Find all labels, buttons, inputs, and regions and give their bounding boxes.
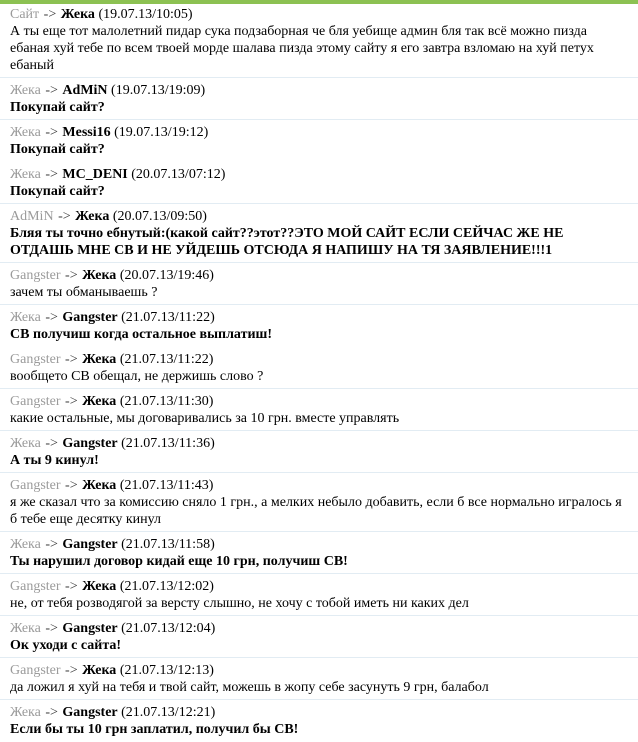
message-datetime: (21.07.13/11:22) [119,352,214,367]
message-datetime: (20.07.13/19:46) [119,268,214,283]
message-recipient: Gangster [62,705,118,720]
message-arrow: -> [45,83,58,98]
message-recipient: MC_DENI [62,167,128,182]
message-arrow: -> [65,394,78,409]
message-text: я же сказал что за комиссию сняло 1 грн., а мелких небыло добавить, если б все нормально игралось я б тебе еще десятку кинул [10,495,622,527]
message-sender: Жека [10,705,41,720]
message-header [10,309,628,326]
message-text: вообщето СВ обещал, не держишь слово ? [10,369,264,384]
message-datetime: (21.07.13/12:02) [119,579,214,594]
message-recipient: Жека [82,352,117,367]
message-arrow: -> [45,436,58,451]
message-text: Если бы ты 10 грн заплатил, получил бы СВ! [10,722,299,737]
message-header [10,166,628,183]
message-recipient: Gangster [62,310,118,325]
message-text: Ок уходи с сайта! [10,638,122,653]
message-item [0,162,638,204]
message-datetime: (20.07.13/07:12) [131,167,226,182]
message-sender: Жека [10,83,41,98]
message-item [0,616,638,658]
message-recipient: Жека [82,478,117,493]
message-arrow: -> [45,537,58,552]
message-arrow: -> [65,352,78,367]
message-arrow: -> [45,705,58,720]
message-sender: Жека [10,621,41,636]
message-datetime: (19.07.13/19:09) [111,83,206,98]
message-header [10,6,628,23]
message-header [10,620,628,637]
message-item [0,473,638,532]
message-item [0,263,638,305]
message-text: не, от тебя розводягой за версту слышно, не хочу с тобой иметь ни каких дел [10,596,469,611]
message-datetime: (21.07.13/11:22) [121,310,215,325]
message-recipient: Жека [82,394,117,409]
message-datetime: (21.07.13/11:43) [119,478,214,493]
message-datetime: (21.07.13/11:30) [119,394,214,409]
message-sender: Сайт [10,7,40,22]
message-arrow: -> [65,268,78,283]
message-sender: Gangster [10,663,61,678]
message-sender: Gangster [10,579,61,594]
message-item [0,574,638,616]
message-recipient: Gangster [62,537,118,552]
message-sender: Жека [10,167,41,182]
message-item [0,4,638,78]
message-arrow: -> [45,621,58,636]
message-header [10,536,628,553]
message-item [0,78,638,120]
message-sender: Жека [10,436,41,451]
message-header [10,267,628,284]
message-item [0,120,638,162]
message-arrow: -> [45,125,58,140]
message-header [10,124,628,141]
message-item [0,204,638,263]
message-text: да ложил я хуй на тебя и твой сайт, можешь в жопу себе засунуть 9 грн, балабол [10,680,489,695]
message-item [0,431,638,473]
message-header [10,82,628,99]
message-text: А ты 9 кинул! [10,453,99,468]
message-text: какие остальные, мы договаривались за 10 грн. вместе управлять [10,411,400,426]
message-header [10,208,628,225]
message-header [10,704,628,721]
message-header [10,393,628,410]
message-sender: Gangster [10,478,61,493]
message-arrow: -> [45,310,58,325]
message-recipient: Жека [60,7,95,22]
message-arrow: -> [43,7,57,22]
message-item [0,389,638,431]
message-arrow: -> [45,167,58,182]
message-text: Бляя ты точно ебнутый:(какой сайт??этот??ЭТО МОЙ САЙТ ЕСЛИ СЕЙЧАС ЖЕ НЕ ОТДАШЬ МНЕ СВ И НЕ УЙДЕШЬ ОТСЮДА Я НАПИШУ НА ТЯ ЗАЯВЛЕНИЕ!!!1 [10,226,564,258]
message-recipient: Gangster [62,621,118,636]
message-recipient: Gangster [62,436,118,451]
message-recipient: Жека [82,663,117,678]
message-datetime: (21.07.13/11:36) [121,436,215,451]
message-sender: AdMiN [10,209,54,224]
message-datetime: (20.07.13/09:50) [112,209,207,224]
message-item [0,347,638,389]
message-item [0,700,638,742]
message-arrow: -> [65,663,78,678]
message-text: Покупай сайт? [10,184,105,199]
message-datetime: (21.07.13/11:58) [121,537,215,552]
message-item [0,658,638,700]
message-text: Покупай сайт? [10,100,105,115]
message-sender: Жека [10,537,41,552]
message-datetime: (21.07.13/12:13) [119,663,214,678]
message-header [10,578,628,595]
message-sender: Gangster [10,394,61,409]
message-list [0,4,638,742]
message-arrow: -> [65,478,78,493]
message-datetime: (21.07.13/12:21) [121,705,216,720]
message-arrow: -> [58,209,71,224]
message-sender: Жека [10,310,41,325]
message-recipient: Жека [75,209,110,224]
message-sender: Gangster [10,268,61,283]
message-datetime: (19.07.13/10:05) [98,7,193,22]
message-text: СВ получиш когда остальное выплатиш! [10,327,272,342]
message-text: А ты еще тот малолетний пидар сука подзаборная че бля уебище админ бля так всё можно пизда ебаная хуй тебе по всем твоей морде шалава пизда этому сайту я его завтра взломаю на хуй петух ебаный [10,24,594,73]
message-sender: Gangster [10,352,61,367]
message-recipient: Жека [82,268,117,283]
message-datetime: (19.07.13/19:12) [114,125,209,140]
message-item [0,305,638,347]
message-recipient: Жека [82,579,117,594]
message-recipient: Messi16 [62,125,111,140]
message-text: зачем ты обманываешь ? [10,285,158,300]
message-header [10,435,628,452]
message-header [10,477,628,494]
message-header [10,351,628,368]
message-datetime: (21.07.13/12:04) [121,621,216,636]
message-item [0,532,638,574]
message-text: Покупай сайт? [10,142,105,157]
message-arrow: -> [65,579,78,594]
message-sender: Жека [10,125,41,140]
message-recipient: AdMiN [62,83,108,98]
message-text: Ты нарушил договор кидай еще 10 грн, получиш СВ! [10,554,348,569]
message-header [10,662,628,679]
